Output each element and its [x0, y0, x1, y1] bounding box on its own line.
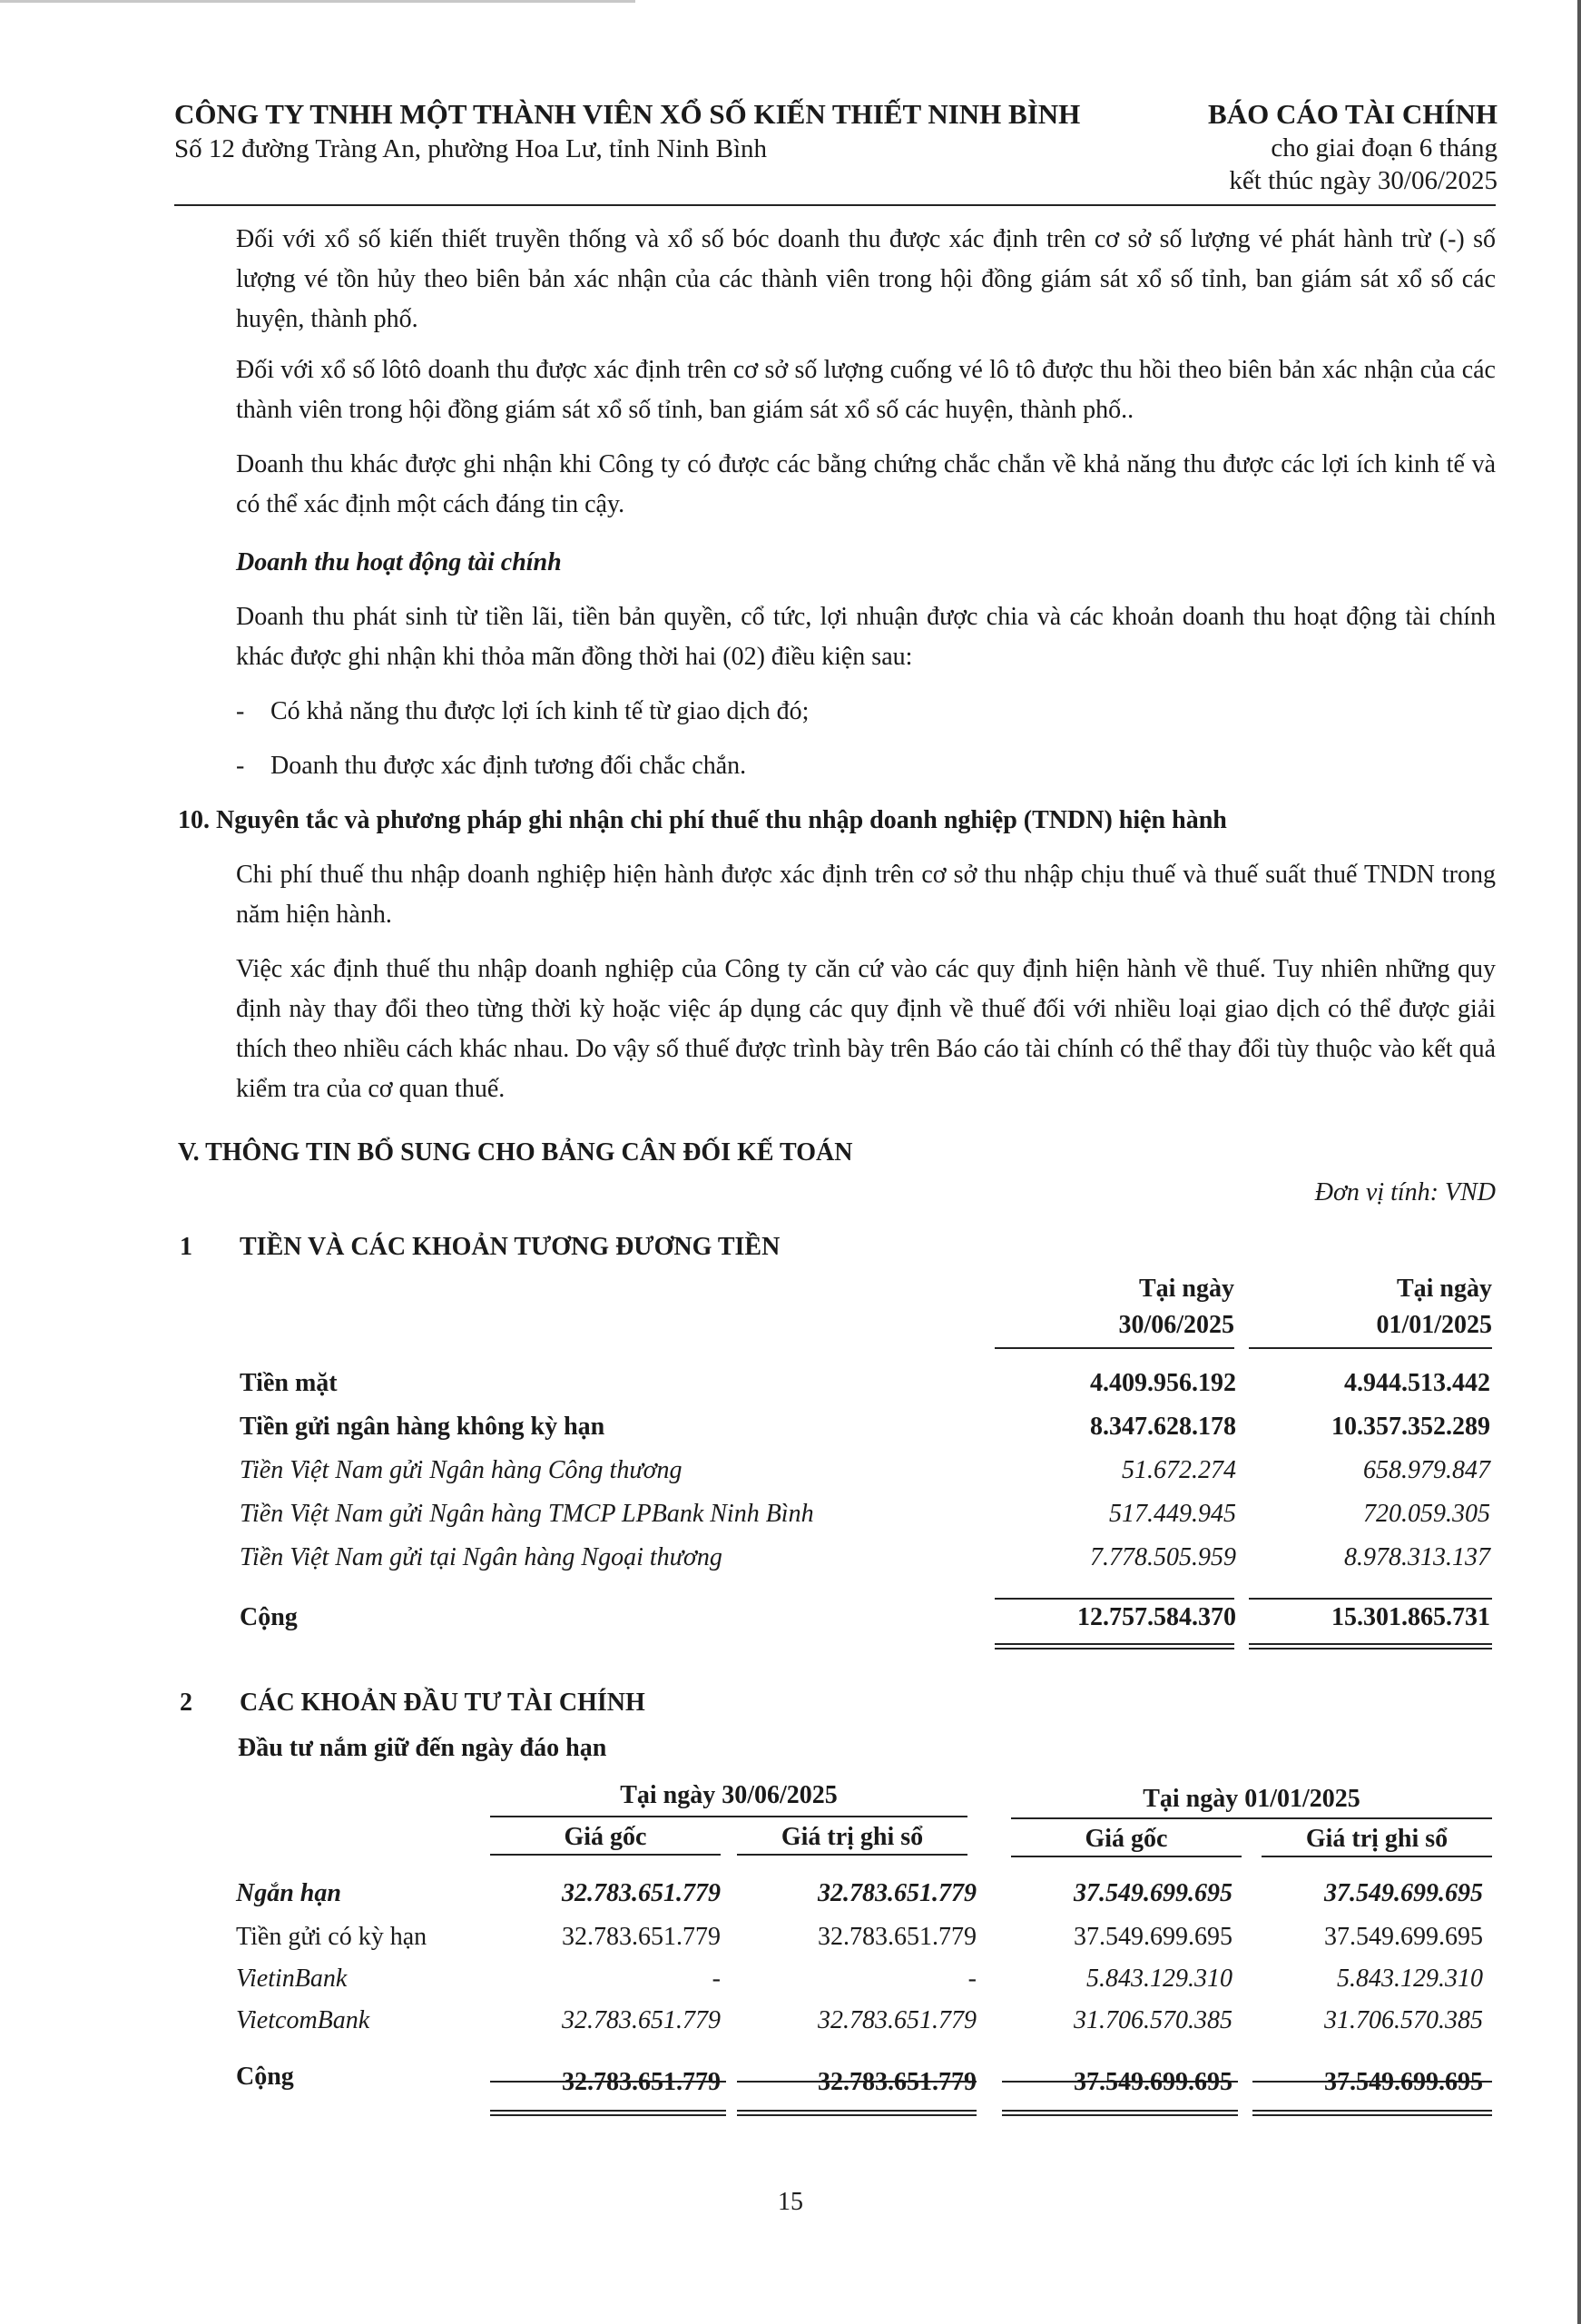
- cell: 37.549.699.695: [1324, 2068, 1483, 2096]
- double-rule: [1002, 2110, 1238, 2112]
- row-values-term-deposits: [0, 1923, 1581, 1965]
- cell: 32.783.651.779: [562, 1923, 721, 1951]
- page-number: 15: [778, 2188, 803, 2216]
- paragraph-financial-revenue: Doanh thu phát sinh từ tiền lãi, tiền bản quyền, cổ tức, lợi nhuận được chia và các khoản doanh thu hoạt động tài chính khác được ghi nhận khi thỏa mãn đồng thời hai (02) điều kiện sau:: [236, 603, 1496, 671]
- report-title: BÁO CÁO TÀI CHÍNH: [1208, 98, 1498, 130]
- cell: 5.843.129.310: [1337, 1965, 1483, 1993]
- double-rule: [1249, 1648, 1492, 1649]
- table-total-row: Cộng 12.757.584.370 15.301.865.731: [240, 1603, 1490, 1631]
- cell: 37.549.699.695: [1074, 2068, 1232, 2096]
- investments-section-title: CÁC KHOẢN ĐẦU TƯ TÀI CHÍNH: [240, 1689, 645, 1717]
- table-row: VietinBank: [236, 1965, 348, 1993]
- cash-section-title: TIỀN VÀ CÁC KHOẢN TƯƠNG ĐƯƠNG TIỀN: [240, 1233, 781, 1261]
- group-header-prior: Tại ngày 01/01/2025: [1143, 1785, 1360, 1813]
- double-rule: [737, 2110, 977, 2112]
- double-rule: [1252, 2114, 1492, 2116]
- column-book-current: Giá trị ghi sổ: [737, 1823, 967, 1856]
- paragraph-tax-determination: Việc xác định thuế thu nhập doanh nghiệp của Công ty căn cứ vào các quy định hiện hành về thuế. Tuy nhiên những quy định này thay đổi theo từng thời kỳ hoặc việc áp dụng các quy định về thuế đối với nhiều loại giao dịch có thể được giải thích theo nhiều cách khác nhau. Do vậy số thuế được trình bày trên Báo cáo tài chính có thể thay đổi tùy thuộc vào kết quả kiểm tra của cơ quan thuế.: [236, 955, 1496, 1103]
- report-end-date: kết thúc ngày 30/06/2025: [1229, 166, 1498, 195]
- column-cost-current: Giá gốc: [490, 1823, 721, 1856]
- table-row: Tiền Việt Nam gửi Ngân hàng TMCP LPBank Ninh Bình 517.449.945 720.059.305: [240, 1500, 1490, 1528]
- group-rule: [490, 1816, 967, 1817]
- cell: 32.783.651.779: [818, 2068, 977, 2096]
- header-right: [1208, 98, 1498, 196]
- row-values-total: [0, 2068, 1581, 2110]
- paragraph-other-revenue: Doanh thu khác được ghi nhận khi Công ty có được các bằng chứng chắc chắn về khả năng thu được các lợi ích kinh tế và có thể xác định một cách đáng tin cậy.: [236, 450, 1496, 518]
- cell: 31.706.570.385: [1324, 2006, 1483, 2034]
- cell: 32.783.651.779: [562, 2068, 721, 2096]
- cell: 37.549.699.695: [1074, 1879, 1232, 1907]
- double-rule: [490, 2114, 726, 2116]
- investments-subtitle: Đầu tư nắm giữ đến ngày đáo hạn: [238, 1734, 607, 1762]
- double-rule: [995, 1643, 1234, 1645]
- double-rule: [1002, 2114, 1238, 2116]
- cell: 31.706.570.385: [1074, 2006, 1232, 2034]
- column-cost-prior: Giá gốc: [1011, 1825, 1242, 1857]
- section-v-title: V. THÔNG TIN BỔ SUNG CHO BẢNG CÂN ĐỐI KẾ TOÁN: [178, 1138, 853, 1167]
- header-left: [174, 98, 1080, 164]
- table-total-row: Cộng: [236, 2063, 294, 2091]
- section-10-title: 10. Nguyên tắc và phương pháp ghi nhận chi phí thuế thu nhập doanh nghiệp (TNDN) hiện hành: [178, 806, 1227, 834]
- cell: 37.549.699.695: [1074, 1923, 1232, 1951]
- bullet-item: - Doanh thu được xác định tương đối chắc chắn.: [236, 752, 747, 780]
- header-rule: [174, 204, 1496, 206]
- table-row: Tiền Việt Nam gửi Ngân hàng Công thương 51.672.274 658.979.847: [240, 1456, 1490, 1484]
- row-values-vietinbank: [0, 1965, 1581, 2006]
- double-rule: [995, 1648, 1234, 1649]
- cell: 32.783.651.779: [562, 1879, 721, 1907]
- total-rule: [1249, 1598, 1492, 1600]
- cell: 37.549.699.695: [1324, 1923, 1483, 1951]
- table-row: Tiền Việt Nam gửi tại Ngân hàng Ngoại thương 7.778.505.959 8.978.313.137: [240, 1543, 1490, 1571]
- bullet-item: - Có khả năng thu được lợi ích kinh tế từ giao dịch đó;: [236, 697, 810, 725]
- table-row: VietcomBank: [236, 2006, 370, 2034]
- paragraph-traditional-lottery: Đối với xổ số kiến thiết truyền thống và xổ số bóc doanh thu được xác định trên cơ sở số lượng vé phát hành trừ (-) số lượng vé tồn hủy theo biên bản xác nhận của các thành viên trong hội đồng giám sát xổ số tỉnh, ban giám sát xổ số các huyện, thành phố.: [236, 225, 1496, 333]
- row-values-short-term: [0, 1879, 1581, 1921]
- double-rule: [490, 2110, 726, 2112]
- double-rule: [737, 2114, 977, 2116]
- double-rule: [1252, 2110, 1492, 2112]
- unit-label: Đơn vị tính: VND: [1314, 1178, 1496, 1206]
- cash-column-header-current: Tại ngày 30/06/2025: [995, 1271, 1234, 1349]
- table-row: Ngắn hạn: [236, 1879, 341, 1907]
- cell: 32.783.651.779: [818, 2006, 977, 2034]
- column-book-prior: Giá trị ghi sổ: [1262, 1825, 1492, 1857]
- cell: 32.783.651.779: [818, 1923, 977, 1951]
- company-name: CÔNG TY TNHH MỘT THÀNH VIÊN XỔ SỐ KIẾN THIẾT NINH BÌNH: [174, 98, 1081, 130]
- report-period: cho giai đoạn 6 tháng: [1271, 133, 1498, 162]
- cell: 37.549.699.695: [1324, 1879, 1483, 1907]
- scan-top-edge: [0, 0, 635, 3]
- cell: -: [712, 1965, 721, 1993]
- cell: 32.783.651.779: [818, 1879, 977, 1907]
- group-rule: [1011, 1817, 1492, 1819]
- investments-section-number: 2: [180, 1689, 192, 1717]
- row-values-vietcombank: [0, 2006, 1581, 2048]
- paragraph-loto-revenue: Đối với xổ số lôtô doanh thu được xác định trên cơ sở số lượng cuống vé lô tô được thu hồi theo biên bản xác nhận của các thành viên trong hội đồng giám sát xổ số tỉnh, ban giám sát xổ số các huyện, thành phố..: [236, 356, 1496, 424]
- company-address: Số 12 đường Tràng An, phường Hoa Lư, tỉnh Ninh Bình: [174, 134, 768, 163]
- cell: -: [967, 1965, 977, 1993]
- cell: 5.843.129.310: [1086, 1965, 1232, 1993]
- cash-section-number: 1: [180, 1233, 192, 1261]
- group-header-current: Tại ngày 30/06/2025: [620, 1781, 838, 1809]
- table-row: Tiền gửi ngân hàng không kỳ hạn 8.347.628.178 10.357.352.289: [240, 1413, 1490, 1441]
- cash-column-header-prior: Tại ngày 01/01/2025: [1249, 1271, 1492, 1349]
- table-row: Tiền mặt 4.409.956.192 4.944.513.442: [240, 1369, 1490, 1397]
- total-rule: [995, 1598, 1234, 1600]
- subheading-financial-revenue: Doanh thu hoạt động tài chính: [236, 548, 562, 576]
- cell: 32.783.651.779: [562, 2006, 721, 2034]
- table-row: Tiền gửi có kỳ hạn: [236, 1923, 427, 1951]
- paragraph-tax-expense: Chi phí thuế thu nhập doanh nghiệp hiện hành được xác định trên cơ sở thu nhập chịu thuế và thuế suất thuế TNDN trong năm hiện hành.: [236, 861, 1496, 929]
- double-rule: [1249, 1643, 1492, 1645]
